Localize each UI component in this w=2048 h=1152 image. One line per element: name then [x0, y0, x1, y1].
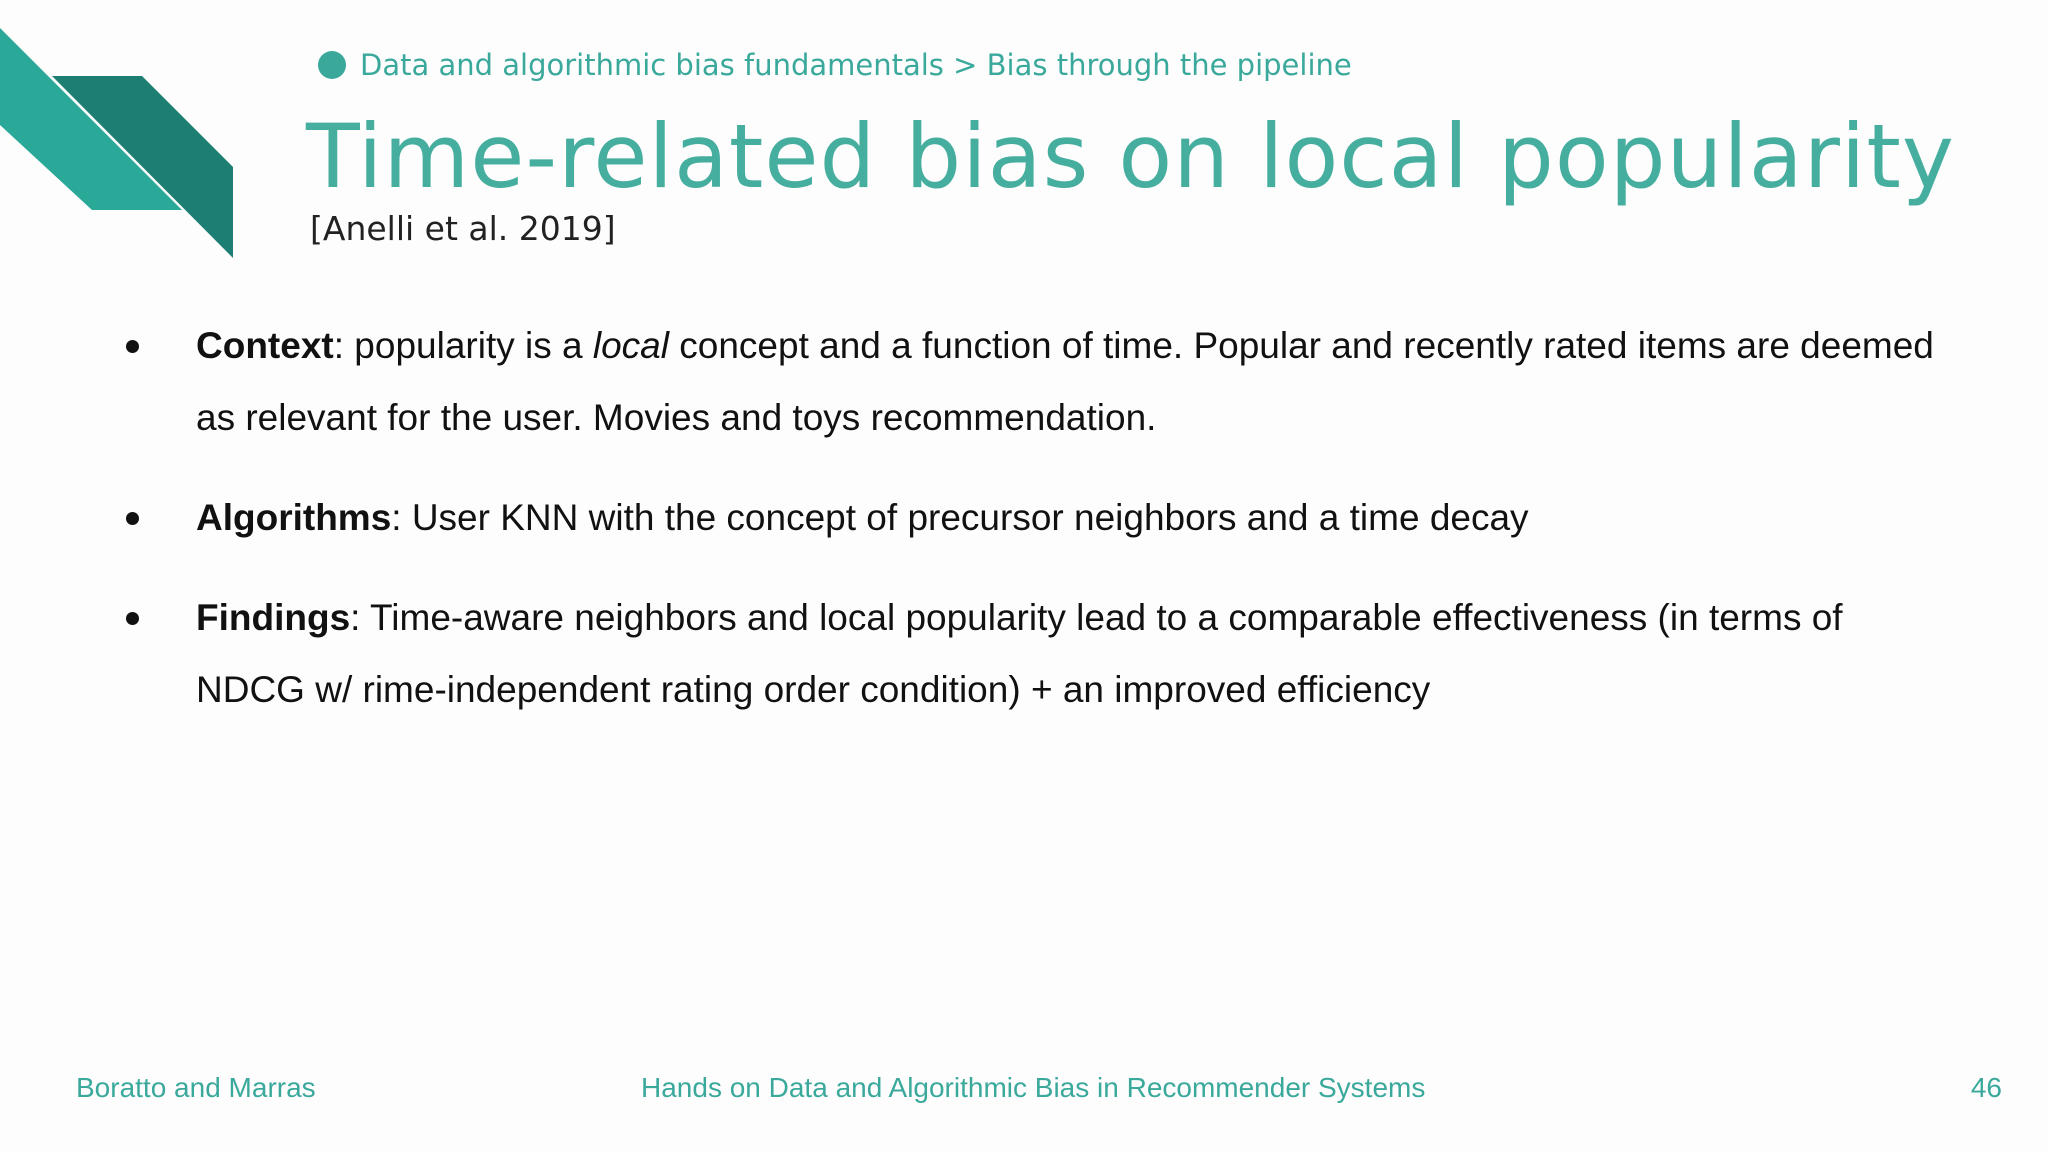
bullet-label: Context [196, 325, 334, 366]
bullet-label: Algorithms [196, 497, 392, 538]
citation: [Anelli et al. 2019] [310, 209, 616, 248]
bullet-text: : User KNN with the concept of precursor neighbors and a time decay [391, 497, 1529, 538]
bullet-dot-icon [126, 340, 139, 353]
bullet-findings [120, 582, 1960, 726]
bullet-algorithms [120, 482, 1960, 554]
breadcrumb-text: Data and algorithmic bias fundamentals > Bias through the pipeline [360, 48, 1352, 82]
bullet-list [120, 310, 1960, 754]
logo-chevron [0, 0, 240, 260]
bullet-label: Findings [196, 597, 351, 638]
bullet-emphasis: local [592, 325, 669, 366]
bullet-text: : popularity is a [333, 325, 593, 366]
page-number: 46 [1970, 1072, 2002, 1103]
bullet-dot-icon [126, 512, 139, 525]
bullet-text: : Time-aware neighbors and local popularity lead to a comparable effectiveness (in terms of NDCG w/ rime-independent rating order condition) + an improved efficiency [196, 597, 1843, 710]
bullet-context [120, 310, 1960, 454]
footer-authors: Boratto and Marras [76, 1072, 316, 1103]
bullet-text: concept and a function of time. Popular and recently rated items are deemed as relevant for the user. Movies and toys recommendation. [196, 325, 1934, 438]
slide-title: Time-related bias on local popularity [306, 105, 1955, 208]
bullet-dot-icon [126, 612, 139, 625]
footer-talk-title: Hands on Data and Algorithmic Bias in Recommender Systems [641, 1072, 1426, 1103]
breadcrumb-dot-icon [318, 51, 346, 79]
breadcrumb [318, 48, 1352, 82]
